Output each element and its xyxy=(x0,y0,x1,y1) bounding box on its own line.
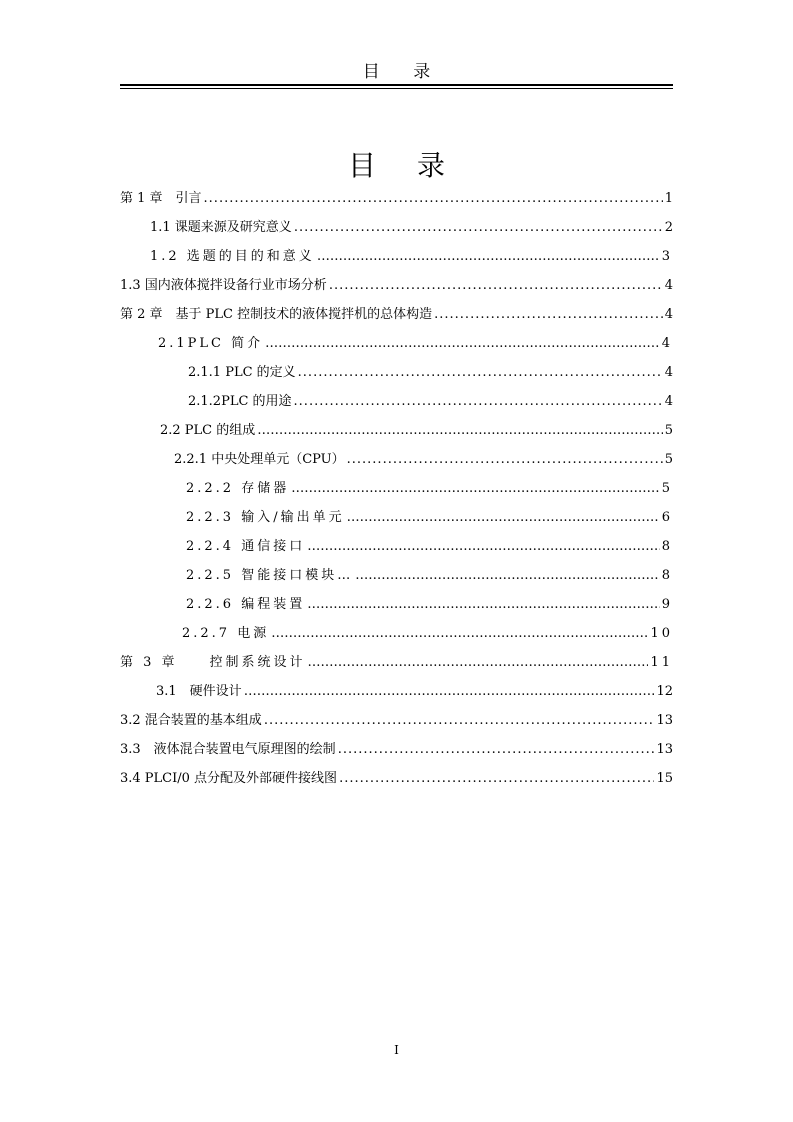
toc-entry-page: 13 xyxy=(656,713,673,728)
toc-entry-3-2[interactable] xyxy=(120,709,673,729)
toc-entry-page: 5 xyxy=(661,481,673,496)
toc-leader xyxy=(308,655,649,670)
toc-entry-page: 9 xyxy=(661,597,673,612)
toc-entry-ch1[interactable] xyxy=(120,187,673,207)
toc-entry-page: 2 xyxy=(664,220,673,235)
toc-entry-label: 第 2 章 基于 PLC 控制技术的液体搅拌机的总体构造 xyxy=(120,307,433,322)
toc-entry-label: 2.1.2PLC 的用途 xyxy=(188,394,292,409)
toc-leader xyxy=(434,307,663,322)
toc-entry-1-3[interactable] xyxy=(120,274,673,294)
toc-entry-label: 2.2 PLC 的组成 xyxy=(160,423,256,438)
toc-leader xyxy=(291,481,660,496)
toc-entry-label: 2.1.1 PLC 的定义 xyxy=(188,365,296,380)
toc-entry-3-4[interactable] xyxy=(120,767,673,787)
toc-entry-label: 2.2.7 电源 xyxy=(182,626,270,641)
toc-entry-page: 1 xyxy=(664,191,673,206)
toc-entry-label: 1.2 选题的目的和意义 xyxy=(150,249,315,264)
toc-entry-page: 8 xyxy=(661,539,673,554)
toc-leader xyxy=(329,278,663,293)
toc-entry-ch3[interactable] xyxy=(120,651,673,671)
toc-entry-label: 2.2.1 中央处理单元（CPU） xyxy=(174,452,345,467)
toc-entry-2-2-2[interactable] xyxy=(186,477,673,497)
toc-leader xyxy=(307,539,660,554)
toc-leader xyxy=(271,626,648,641)
toc-entry-page: 15 xyxy=(656,771,673,786)
toc-leader xyxy=(264,713,655,728)
toc-entry-label: 2.2.4 通信接口 xyxy=(186,539,306,554)
toc-entry-page: 4 xyxy=(664,307,673,322)
toc-leader xyxy=(294,394,663,409)
toc-entry-label: 第 1 章 引言 xyxy=(120,191,202,206)
toc-entry-page: 6 xyxy=(661,510,673,525)
toc-leader xyxy=(347,452,663,467)
toc-leader xyxy=(307,597,660,612)
page-title: 目 录 xyxy=(348,149,461,182)
toc-leader xyxy=(355,568,660,583)
toc-entry-label: 2.1PLC 简介 xyxy=(158,336,264,351)
toc-entry-label: 2.2.2 存储器 xyxy=(186,481,290,496)
footer-page-number: I xyxy=(394,1043,399,1057)
toc-entry-page: 5 xyxy=(664,452,673,467)
toc-entry-page: 8 xyxy=(661,568,673,583)
toc-leader xyxy=(294,220,663,235)
toc-entry-2-1[interactable] xyxy=(158,332,673,352)
toc-entry-page: 13 xyxy=(656,742,673,757)
toc-leader xyxy=(257,423,662,438)
toc-entry-2-2-3[interactable] xyxy=(186,506,673,526)
toc-entry-1-1[interactable] xyxy=(150,216,673,236)
toc-entry-1-2[interactable] xyxy=(150,245,673,265)
toc-entry-3-1[interactable] xyxy=(156,680,673,700)
toc-entry-2-1-2[interactable] xyxy=(188,390,673,410)
toc-leader xyxy=(317,249,660,264)
toc-entry-label: 3.1 硬件设计 xyxy=(156,684,242,699)
toc-entry-2-2-1[interactable] xyxy=(174,448,673,468)
header-rule-thin xyxy=(120,88,673,89)
toc-leader xyxy=(298,365,663,380)
toc-entry-label: 3.4 PLCI/0 点分配及外部硬件接线图 xyxy=(120,771,338,786)
header-rule-thick xyxy=(120,84,673,86)
running-header-title: 目 录 xyxy=(362,62,445,82)
toc-entry-label: 3.3 液体混合装置电气原理图的绘制 xyxy=(120,742,336,757)
toc-leader xyxy=(338,742,655,757)
toc-entry-page: 3 xyxy=(661,249,673,264)
toc-entry-2-2-4[interactable] xyxy=(186,535,673,555)
toc-entry-label: 1.1 课题来源及研究意义 xyxy=(150,220,292,235)
toc-leader xyxy=(347,510,660,525)
toc-entry-page: 12 xyxy=(656,684,673,699)
toc-entry-label: 第 3 章 控制系统设计 xyxy=(120,655,306,670)
toc-entry-label: 2.2.5 智能接口模块… xyxy=(186,568,354,583)
toc-entry-label: 2.2.3 输入/输出单元 xyxy=(186,510,345,525)
toc-entry-2-2[interactable] xyxy=(160,419,673,439)
toc-leader xyxy=(204,191,663,206)
toc-entry-label: 3.2 混合装置的基本组成 xyxy=(120,713,262,728)
toc-entry-page: 11 xyxy=(650,655,673,670)
toc-entry-2-2-7[interactable] xyxy=(182,622,673,642)
toc-leader xyxy=(339,771,654,786)
toc-entry-2-2-6[interactable] xyxy=(186,593,673,613)
toc-entry-page: 4 xyxy=(661,336,673,351)
toc-entry-page: 4 xyxy=(664,365,673,380)
toc-entry-2-2-5[interactable] xyxy=(186,564,673,584)
toc-entry-ch2[interactable] xyxy=(120,303,673,323)
toc-entry-page: 4 xyxy=(664,278,673,293)
toc-entry-label: 2.2.6 编程装置 xyxy=(186,597,306,612)
toc-leader xyxy=(244,684,655,699)
toc-entry-2-1-1[interactable] xyxy=(188,361,673,381)
toc-entry-page: 4 xyxy=(664,394,673,409)
toc-leader xyxy=(265,336,660,351)
toc-entry-page: 5 xyxy=(664,423,673,438)
toc-entry-page: 10 xyxy=(650,626,673,641)
toc-entry-3-3[interactable] xyxy=(120,738,673,758)
toc-entry-label: 1.3 国内液体搅拌设备行业市场分析 xyxy=(120,278,327,293)
